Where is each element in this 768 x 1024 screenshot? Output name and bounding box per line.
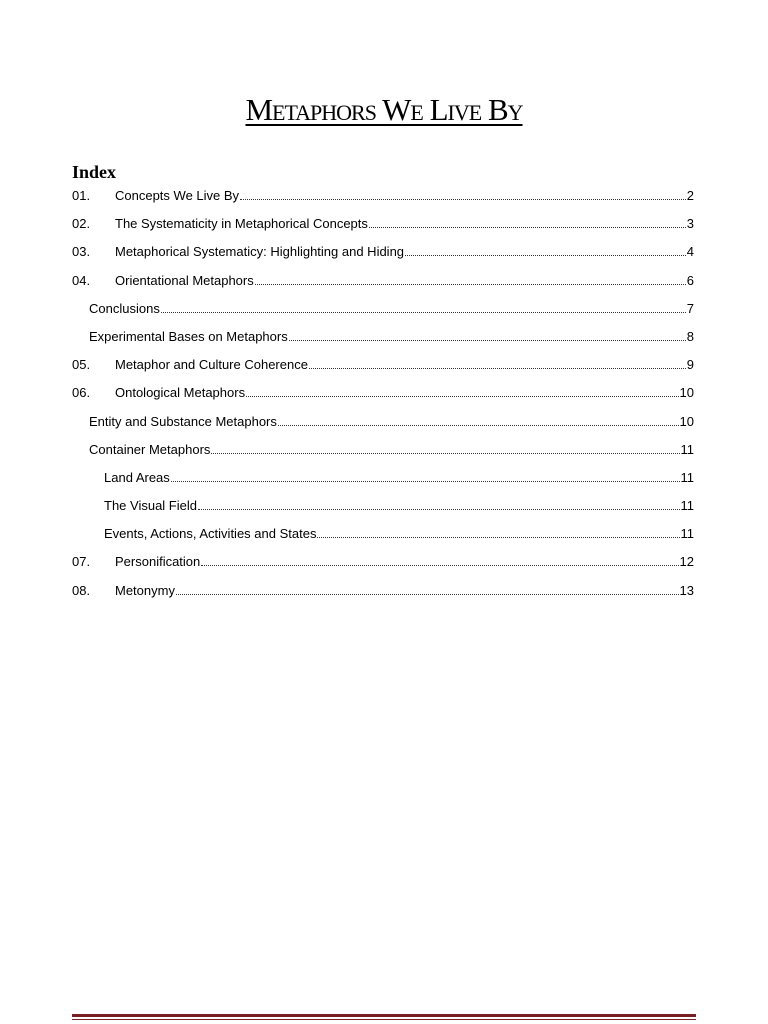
footer-rule — [72, 1014, 696, 1017]
toc-entry-page: 11 — [680, 526, 694, 542]
toc-dot-leader — [317, 536, 679, 538]
toc-dot-leader — [240, 198, 686, 200]
toc-entry[interactable] — [72, 553, 694, 581]
footer-rule-thin — [72, 1019, 696, 1020]
toc-dot-leader — [289, 339, 686, 341]
toc-entry-title: Container Metaphors — [89, 441, 211, 457]
toc-dot-leader — [309, 367, 686, 369]
toc-dot-leader — [176, 593, 679, 595]
toc-entry-page: 2 — [686, 188, 694, 203]
toc-dot-leader — [201, 564, 678, 566]
toc-entry-page: 11 — [680, 498, 694, 514]
toc-entry-number: 07. — [72, 554, 91, 570]
toc-entry-title: Ontological Metaphors — [115, 385, 246, 401]
toc-entry[interactable] — [72, 187, 694, 215]
toc-entry[interactable] — [72, 300, 694, 328]
toc-entry[interactable] — [72, 272, 694, 300]
toc-dot-leader — [246, 395, 678, 397]
toc-entry-title: Experimental Bases on Metaphors — [89, 328, 288, 344]
toc-dot-leader — [278, 424, 679, 426]
toc-entry-title: The Visual Field — [104, 498, 197, 514]
toc-entry-page: 4 — [686, 244, 694, 260]
toc-entry-title: Conclusions — [89, 300, 160, 316]
toc-entry[interactable] — [72, 328, 694, 356]
toc-dot-leader — [161, 311, 686, 313]
toc-entry-page: 3 — [686, 216, 694, 232]
toc-entry-page: 11 — [680, 469, 694, 485]
toc-entry[interactable] — [72, 525, 694, 553]
toc-entry[interactable] — [72, 413, 694, 441]
toc-entry-title: Events, Actions, Activities and States — [104, 526, 317, 542]
toc-entry-number: 08. — [72, 582, 91, 598]
toc-entry-page: 7 — [686, 300, 694, 316]
toc-entry-page: 11 — [680, 441, 694, 457]
toc-dot-leader — [405, 254, 686, 256]
toc-entry[interactable] — [72, 243, 694, 271]
toc-entry-title: Entity and Substance Metaphors — [89, 413, 277, 429]
toc-entry-title: The Systematicity in Metaphorical Concepts — [115, 216, 368, 232]
toc-entry-title: Orientational Metaphors — [115, 272, 254, 288]
toc-entry[interactable] — [72, 497, 694, 525]
toc-entry[interactable] — [72, 469, 694, 497]
toc-entry-number: 05. — [72, 357, 91, 373]
document-title: Metaphors We Live By — [245, 92, 523, 127]
index-heading: Index — [72, 162, 117, 182]
toc-entry-page: 10 — [679, 385, 694, 401]
toc-entry[interactable] — [72, 441, 694, 469]
toc-entry-title: Personification — [115, 554, 201, 570]
toc-entry-number: 01. — [72, 188, 91, 203]
toc-dot-leader — [171, 480, 680, 482]
toc-entry-title: Metaphorical Systematicy: Highlighting and Hiding — [115, 244, 405, 260]
toc-entry[interactable] — [72, 582, 694, 610]
toc-entry-number: 02. — [72, 216, 91, 232]
toc-entry-page: 9 — [686, 357, 694, 373]
toc-dot-leader — [198, 508, 680, 510]
toc-entry-title: Metaphor and Culture Coherence — [115, 357, 308, 373]
toc-dot-leader — [211, 452, 679, 454]
toc-entry-page: 12 — [679, 554, 694, 570]
toc-entry-number: 04. — [72, 272, 91, 288]
toc-dot-leader — [369, 226, 686, 228]
toc-entry-number: 03. — [72, 244, 91, 260]
toc-entry[interactable] — [72, 356, 694, 384]
toc-entry-title: Land Areas — [104, 469, 170, 485]
toc-entry[interactable] — [72, 384, 694, 412]
toc-entry-title: Concepts We Live By — [115, 188, 240, 203]
toc-entry-title: Metonymy — [115, 582, 175, 598]
toc-entry[interactable] — [72, 215, 694, 243]
table-of-contents — [72, 187, 694, 610]
toc-dot-leader — [255, 283, 686, 285]
toc-entry-page: 6 — [686, 272, 694, 288]
toc-entry-page: 8 — [686, 328, 694, 344]
toc-entry-page: 13 — [679, 582, 694, 598]
toc-entry-number: 06. — [72, 385, 91, 401]
toc-entry-page: 10 — [679, 413, 694, 429]
